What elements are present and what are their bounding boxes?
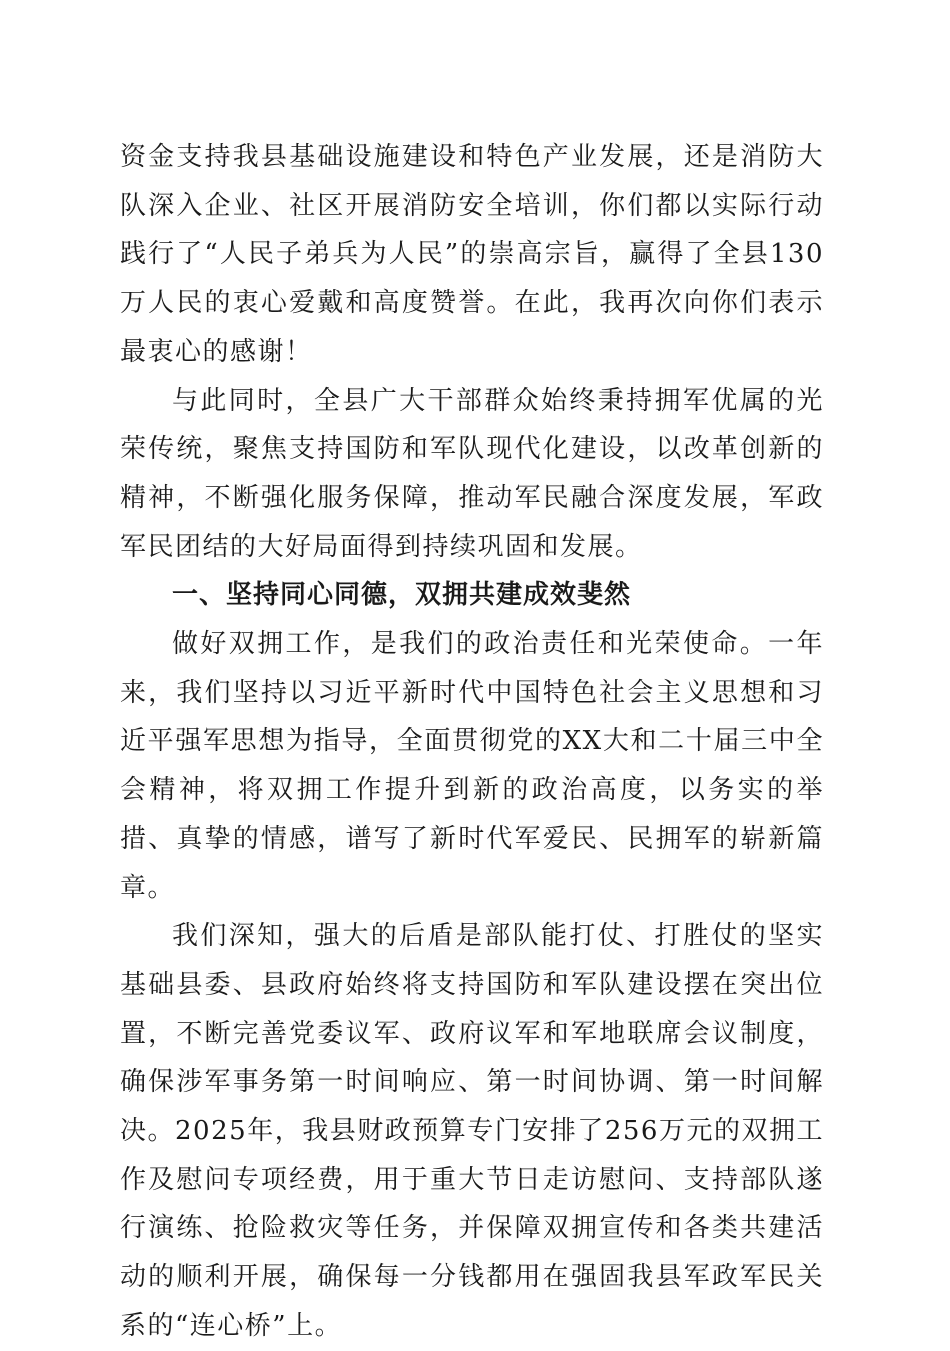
paragraph-continuation: 资金支持我县基础设施建设和特色产业发展，还是消防大队深入企业、社区开展消防安全培训，你们都以实际行动践行了“人民子弟兵为人民”的崇高宗旨，赢得了全县130万人民的衷心爱戴和高度赞誉。在此，我再次向你们表示最衷心的感谢！ bbox=[120, 142, 824, 367]
paragraph-body: 我们深知，强大的后盾是部队能打仗、打胜仗的坚实基础县委、县政府始终将支持国防和军队建设摆在突出位置，不断完善党委议军、政府议军和军地联席会议制度，确保涉军事务第一时间响应、第一时间协调、第一时间解决。2025年，我县财政预算专门安排了256万元的双拥工作及慰问专项经费，用于重大节日走访慰问、支持部队遂行演练、抢险救灾等任务，并保障双拥宣传和各类共建活动的顺利开展，确保每一分钱都用在强固我县军政军民关系的“连心桥”上。 bbox=[120, 921, 824, 1341]
document-body bbox=[120, 133, 824, 1351]
paragraph-body: 与此同时，全县广大干部群众始终秉持拥军优属的光荣传统，聚焦支持国防和军队现代化建设，以改革创新的精神，不断强化服务保障，推动军民融合深度发展，军政军民团结的大好局面得到持续巩固和发展。 bbox=[120, 385, 824, 562]
section-heading: 一、坚持同心同德，双拥共建成效斐然 bbox=[172, 580, 632, 611]
paragraph-body: 做好双拥工作，是我们的政治责任和光荣使命。一年来，我们坚持以习近平新时代中国特色社会主义思想和习近平强军思想为指导，全面贯彻党的XX大和二十届三中全会精神，将双拥工作提升到新的政治高度，以务实的举措、真挚的情感，谱写了新时代军爱民、民拥军的崭新篇章。 bbox=[120, 629, 824, 903]
